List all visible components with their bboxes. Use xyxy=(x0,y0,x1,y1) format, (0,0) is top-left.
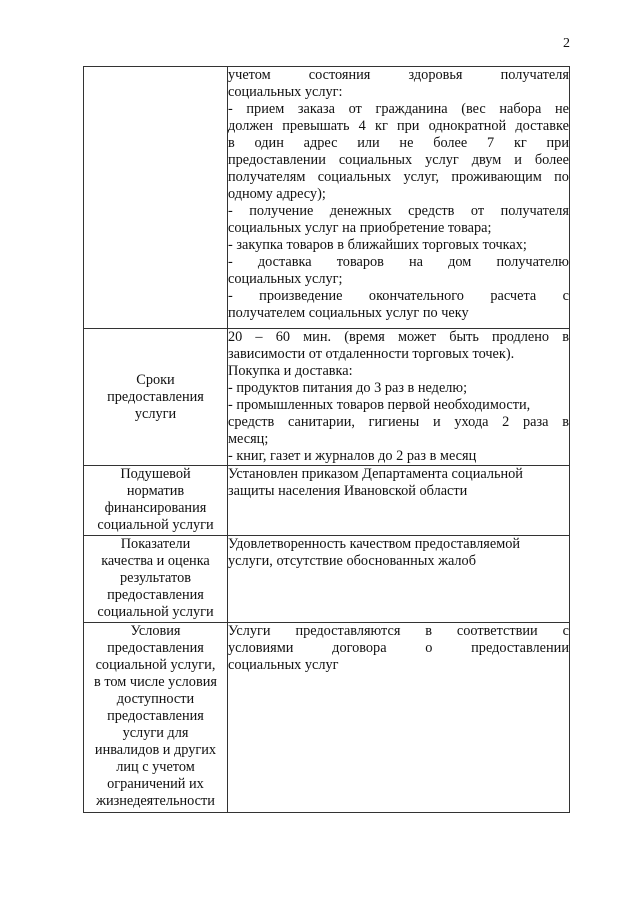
text-line: - произведение окончательного расчета с xyxy=(228,288,569,304)
table-row xyxy=(84,536,570,623)
text-line: получателем социальных услуг по чеку xyxy=(228,305,469,321)
row-content-cell xyxy=(228,536,570,623)
text-line: - получение денежных средств от получателя xyxy=(228,203,569,219)
label-line: жизнедеятельности xyxy=(96,793,215,809)
label-line: услуги xyxy=(134,405,177,422)
text-line: одному адресу); xyxy=(228,186,326,202)
label-line: качества и оценка xyxy=(101,553,210,569)
label-line: предоставления xyxy=(107,708,204,724)
text-line: Услуги предоставляются в соответствии с xyxy=(228,623,569,639)
label-line: предоставления xyxy=(107,640,204,656)
label-line: социальной услуги xyxy=(97,517,214,533)
text-line: социальных услуг; xyxy=(228,271,343,287)
text-line: защиты населения Ивановской области xyxy=(228,483,468,499)
row-label-cell xyxy=(84,536,228,623)
text-line: - книг, газет и журналов до 2 раз в месяц xyxy=(228,448,477,464)
text-line: должен превышать 4 кг при однократной доставке xyxy=(228,118,569,134)
text-line: получателям социальных услуг, проживающим по xyxy=(228,169,569,185)
table-row xyxy=(84,466,570,536)
text-line: учетом состояния здоровья получателя xyxy=(228,67,569,83)
label-line: финансирования xyxy=(104,500,207,516)
text-line: Установлен приказом Департамента социальной xyxy=(228,466,523,482)
label-line: социальной услуги xyxy=(97,604,214,620)
table-row xyxy=(84,623,570,813)
label-line: предоставления xyxy=(107,388,204,405)
text-line: предоставлении социальных услуг двум и более xyxy=(228,152,569,168)
row-label-cell xyxy=(84,623,228,813)
label-line: Показатели xyxy=(120,536,191,552)
row-label-cell xyxy=(84,67,228,329)
text-line: условиями договора о предоставлении xyxy=(228,640,569,656)
label-line: в том числе условия xyxy=(94,674,217,690)
label-line: Условия xyxy=(130,623,181,639)
text-line: в один адрес или не более 7 кг при xyxy=(228,135,569,151)
row-content-cell xyxy=(228,67,570,329)
text-line: средств санитарии, гигиены и ухода 2 раза в xyxy=(228,414,569,430)
text-line: месяц; xyxy=(228,431,269,447)
page-number: 2 xyxy=(563,36,570,51)
label-line: ограничений их xyxy=(107,776,204,792)
label-line: инвалидов и других xyxy=(94,742,217,758)
label-line: норматив xyxy=(126,483,185,499)
row-label-cell xyxy=(84,466,228,536)
text-line: Удовлетворенность качеством предоставляемой xyxy=(228,536,521,552)
text-line: Покупка и доставка: xyxy=(228,363,353,379)
text-line: социальных услуг на приобретение товара; xyxy=(228,220,492,236)
label-line: услуги для xyxy=(122,725,189,741)
label-line: результатов xyxy=(119,570,191,586)
label-line: Подушевой xyxy=(120,466,191,482)
text-line: - закупка товаров в ближайших торговых точках; xyxy=(228,237,527,253)
text-line: социальных услуг xyxy=(228,657,339,673)
label-line: предоставления xyxy=(107,587,204,603)
table-row xyxy=(84,329,570,466)
label-line: Сроки xyxy=(136,371,175,388)
text-line: услуги, отсутствие обоснованных жалоб xyxy=(228,553,476,569)
row-label-cell xyxy=(84,329,228,466)
row-content-cell xyxy=(228,623,570,813)
label-line: лиц с учетом xyxy=(116,759,195,775)
service-table xyxy=(83,66,570,813)
label-line: доступности xyxy=(116,691,195,707)
text-line: социальных услуг: xyxy=(228,84,343,100)
text-line: - доставка товаров на дом получателю xyxy=(228,254,569,270)
table-row xyxy=(84,67,570,329)
text-line: зависимости от отдаленности торговых точек). xyxy=(228,346,515,362)
text-line: - промышленных товаров первой необходимости, xyxy=(228,397,531,413)
text-line: - прием заказа от гражданина (вес набора не xyxy=(228,101,569,117)
text-line: - продуктов питания до 3 раз в неделю; xyxy=(228,380,468,396)
label-line: социальной услуги, xyxy=(95,657,216,673)
row-content-cell xyxy=(228,466,570,536)
text-line: 20 – 60 мин. (время может быть продлено в xyxy=(228,329,569,345)
row-content-cell xyxy=(228,329,570,466)
